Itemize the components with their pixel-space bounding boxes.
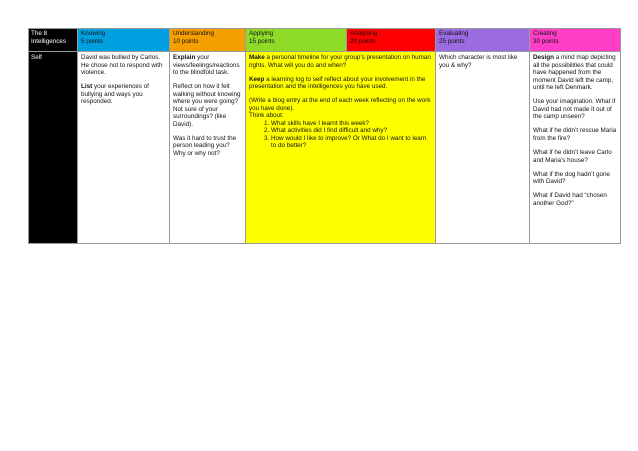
knowing-paragraph-2 — [81, 83, 166, 106]
applying-paragraph-1-text: a personal timeline for your group’s presentation on human rights. What will you do and when? — [249, 54, 431, 69]
understanding-paragraph-1 — [173, 54, 242, 77]
evaluating-paragraph-1: Which character is most like you & why? — [439, 54, 518, 69]
header-applying-title: Applying — [249, 30, 274, 37]
applying-think-about: Think about: — [249, 112, 284, 120]
creating-paragraph-2: Use your imagination. What if David had not made it out of the camp unseen? — [533, 98, 616, 121]
header-intelligences — [28, 28, 78, 52]
header-creating-title: Creating — [533, 30, 557, 37]
list-item: 1. What skills have I learnt this week? — [271, 120, 432, 128]
cell-knowing — [78, 52, 170, 244]
creating-paragraph-6: What if David had “chosen another God?” — [533, 192, 607, 207]
creating-paragraph-5: What if the dog hadn’t gone with David? — [533, 170, 611, 186]
header-understanding-points: 10 points — [173, 37, 199, 45]
header-analysing — [347, 28, 436, 52]
header-analysing-title: Analysing — [350, 30, 378, 37]
header-analysing-points: 20 points — [350, 37, 376, 45]
knowing-verb: List — [81, 83, 93, 91]
creating-paragraph-1 — [533, 54, 617, 92]
creating-paragraph-1-text: a mind map depicting all the possibilities that could have happened from the moment David left the camp, until he left Denmark. — [533, 54, 616, 92]
list-item: 2. What activities did I find difficult and why? — [271, 127, 432, 135]
understanding-paragraph-3: Was it hard to trust the person leading you? Why or why not? — [173, 134, 237, 158]
creating-verb: Design — [533, 54, 554, 61]
applying-paragraph-3: (Write a blog entry at the end of each week reflecting on the work you have done). — [249, 97, 431, 112]
understanding-verb: Explain — [173, 54, 196, 61]
applying-verb-keep: Keep — [249, 75, 265, 83]
list-item: 3. How would I like to improve? Or What do I want to learn to do better? — [271, 135, 432, 150]
cell-creating — [530, 52, 621, 244]
header-applying-points: 15 points — [249, 37, 275, 45]
applying-question-list — [249, 120, 432, 150]
header-intelligences-label: The 8 Intelligences — [31, 30, 67, 45]
header-evaluating-points: 25 points — [439, 37, 465, 45]
row-label-self-text: Self — [31, 54, 42, 61]
header-evaluating — [436, 28, 530, 52]
header-knowing-title: Knowing — [81, 30, 106, 37]
header-creating — [530, 28, 621, 52]
understanding-paragraph-2: Reflect on how it felt walking without knowing where you were going? Not sure of your surroundings? (like David). — [173, 83, 241, 128]
header-knowing — [78, 28, 170, 52]
intelligences-table — [28, 28, 621, 244]
header-creating-points: 30 points — [533, 37, 559, 45]
knowing-paragraph-1: David was bullied by Carlos. He chose not to respond with violence. — [81, 54, 163, 77]
header-understanding-title: Understanding — [173, 30, 214, 37]
header-knowing-points: 5 points — [81, 37, 104, 45]
header-understanding — [170, 28, 246, 52]
applying-verb-make: Make — [249, 54, 265, 61]
header-evaluating-title: Evaluating — [439, 30, 469, 37]
applying-paragraph-2 — [249, 76, 432, 91]
creating-paragraph-3: What if he didn’t rescue Maria from the fire? — [533, 127, 617, 142]
knowing-paragraph-2-text: your experiences of bullying and ways you responded. — [81, 83, 149, 106]
creating-paragraph-4: What if he didn’t leave Carlo and Maria’s house? — [533, 148, 612, 164]
cell-applying-analysing — [246, 52, 436, 244]
header-applying — [246, 28, 347, 52]
applying-paragraph-2-text: a learning log to self reflect about your involvement in the presentation and the intelligences you have used. — [249, 75, 426, 91]
row-label-self — [28, 52, 78, 244]
understanding-paragraph-1-text: your views/feelings/reactions to the blindfold task. — [173, 54, 240, 77]
applying-paragraph-1 — [249, 54, 432, 69]
cell-evaluating — [436, 52, 530, 244]
cell-understanding — [170, 52, 246, 244]
